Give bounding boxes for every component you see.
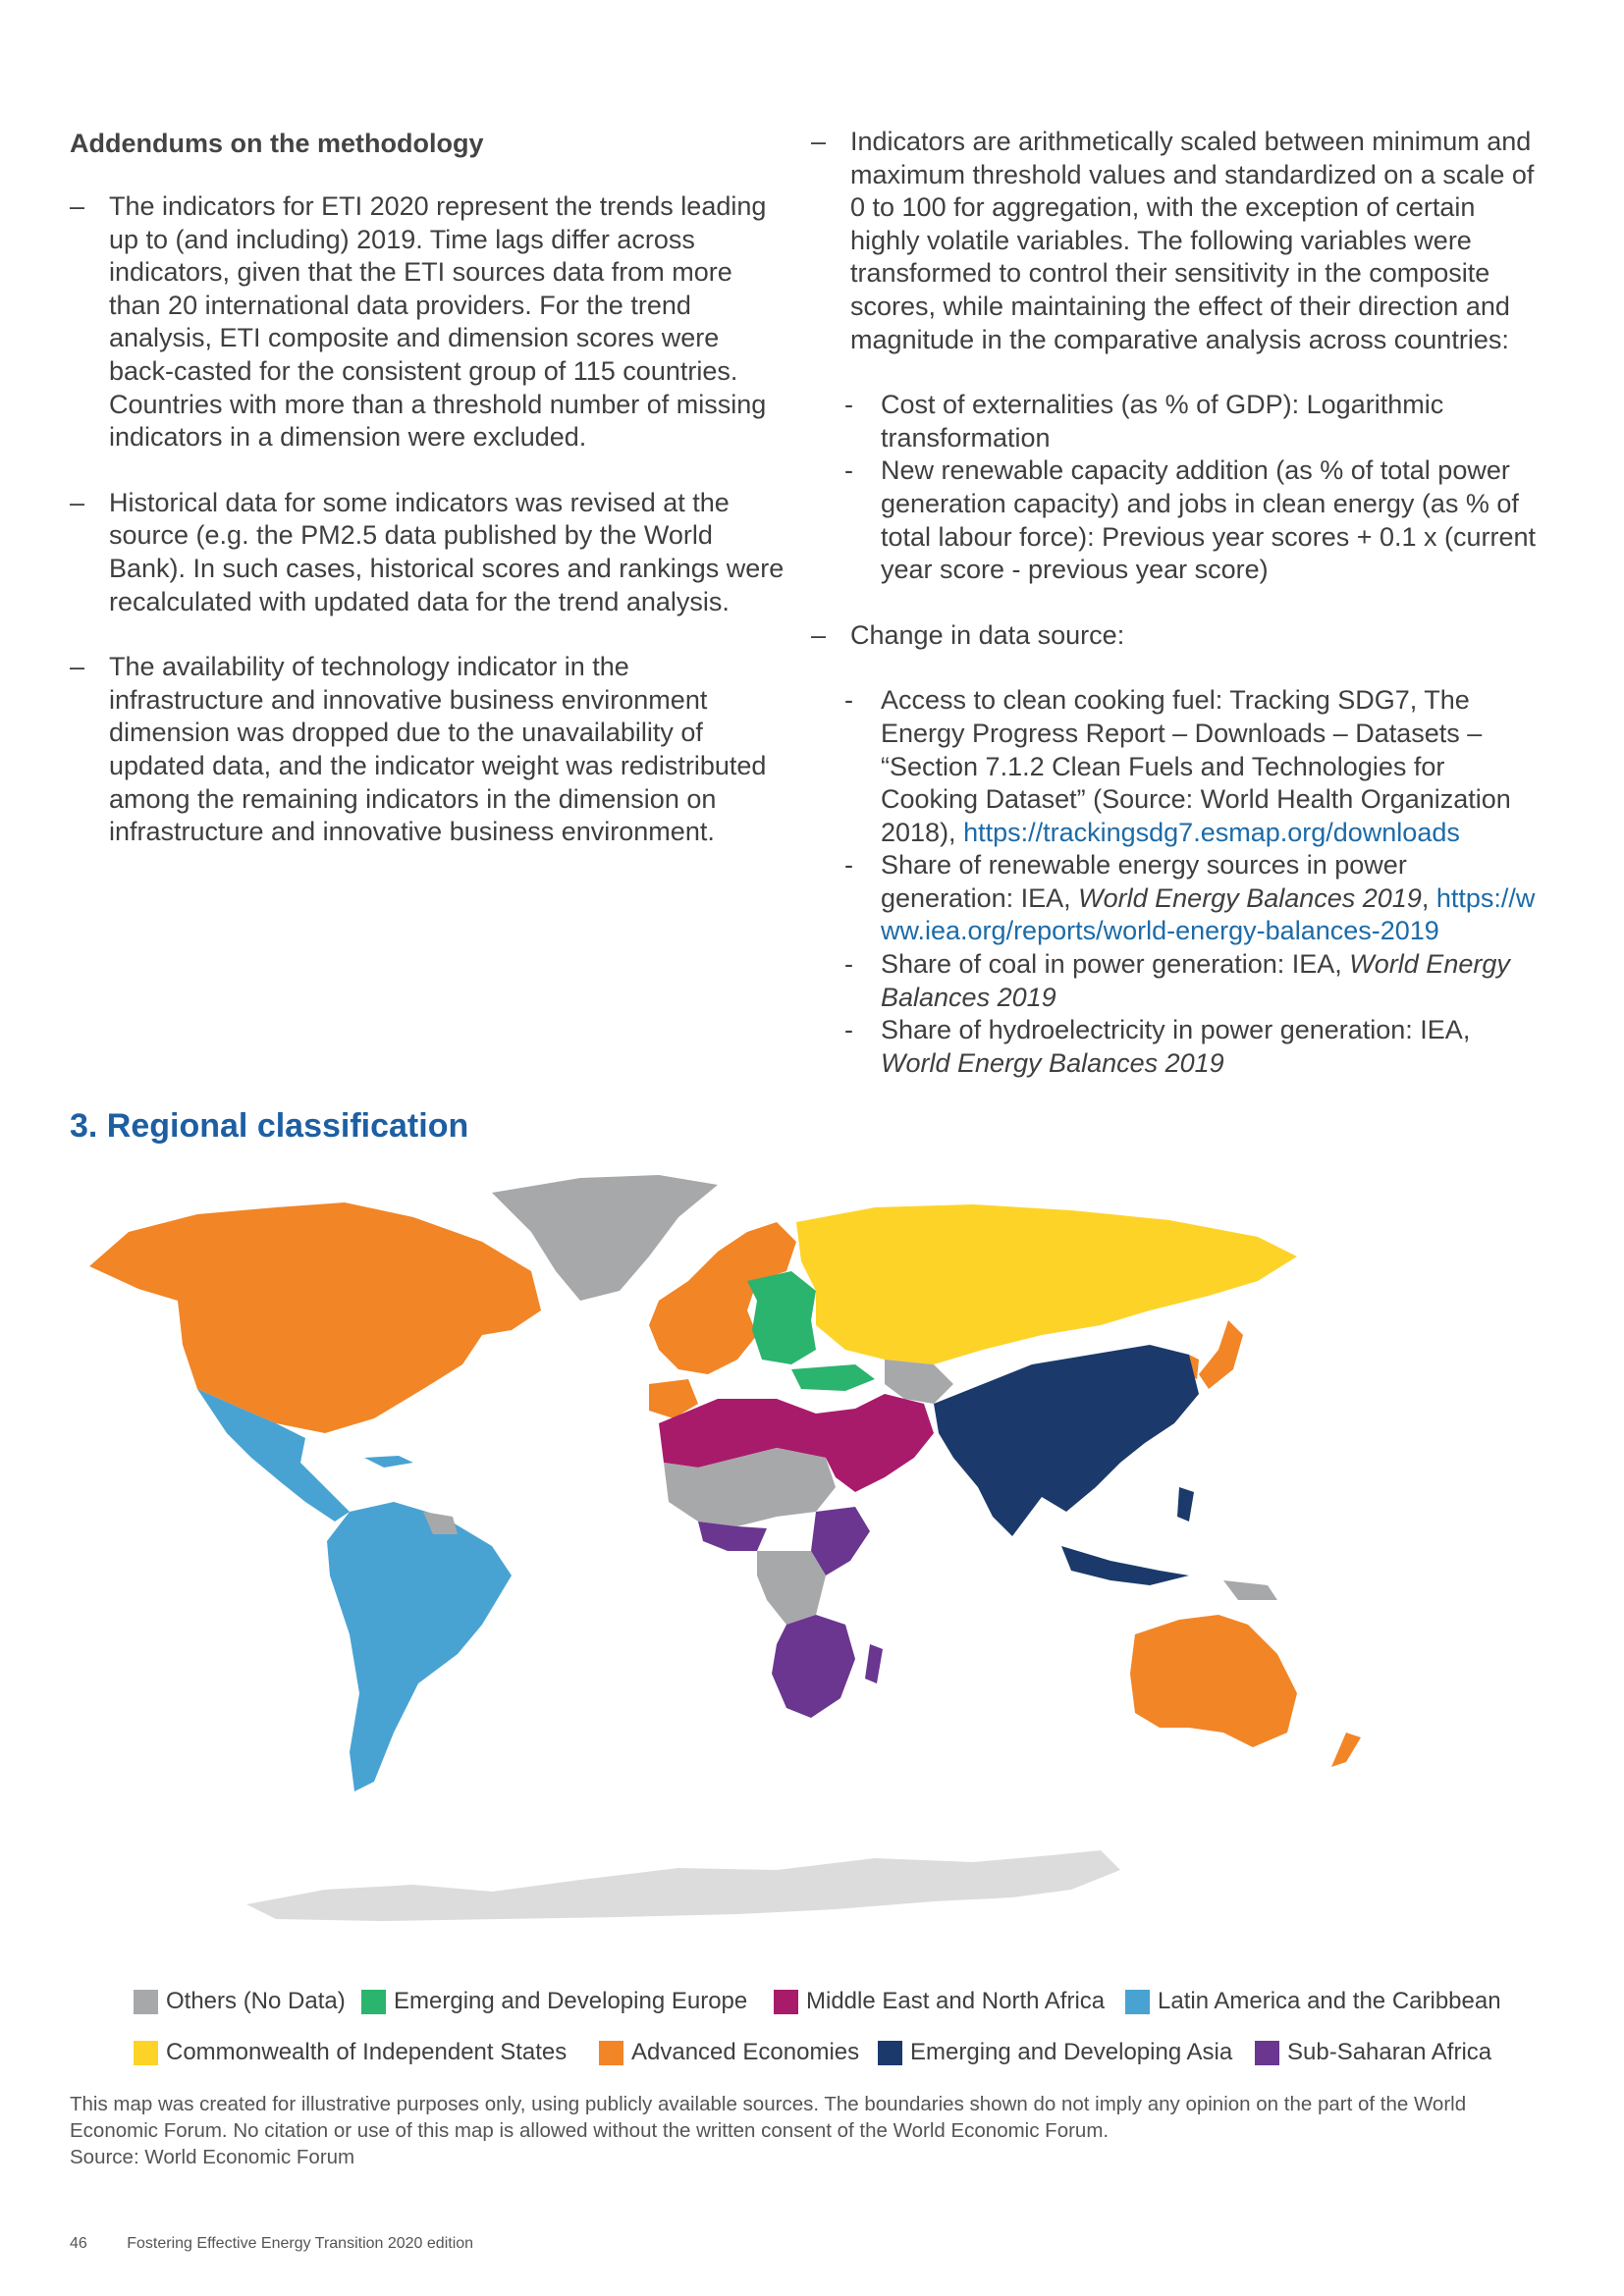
region-west-africa [698, 1522, 767, 1551]
list-item: – The availability of technology indicator in the infrastructure and innovative business environment dimension was dropped due to the unavailability of updated data, and the indicator weight was redistributed among the remaining indicators in the dimension on infrastructure and innovative business environment. [70, 652, 767, 847]
right-column [811, 126, 1538, 1112]
sub-list-item: - New renewable capacity addition (as % of total power generation capacity) and jobs in clean energy (as % of total labour force): Previous year scores + 0.1 x (current year score - previous year score) [844, 455, 1537, 585]
legend-swatch [134, 2041, 158, 2065]
region-southern-africa [772, 1615, 855, 1718]
legend-swatch [599, 2041, 623, 2065]
region-caribbean [364, 1456, 413, 1468]
iea-link[interactable]: https://www.iea.org/reports/world-energy-balances-2019 [881, 882, 1536, 946]
legend-swatch [361, 1990, 386, 2014]
legend-swatch [134, 1990, 158, 2014]
list-item-text: Historical data for some indicators was revised at the source (e.g. the PM2.5 data published by the World Bank). In such cases, historical scores and rankings were recalculated with updated data for the trend analysis. [109, 487, 785, 616]
legend-swatch [1255, 2041, 1279, 2065]
sub-list-item: - Share of renewable energy sources in power generation: IEA, World Energy Balances 2019, https://www.iea.org/reports/world-energy-balances-2019 [844, 850, 1536, 946]
list-item: – Indicators are arithmetically scaled between minimum and maximum threshold values and standardized on a scale of 0 to 100 for aggregation, with the exception of certain highly volatile variables. The following variables were transformed to control their sensitivity in the composite scores, while maintaining the effect of their direction and magnitude in the comparative analysis across countries: [811, 127, 1535, 354]
region-emerging-europe [747, 1271, 816, 1364]
publication-title: Fostering Effective Energy Transition 2020 edition [127, 2235, 474, 2252]
source-text: Source: World Economic Forum [70, 2146, 355, 2168]
left-column [70, 126, 786, 881]
legend-item: Middle East and North Africa [774, 1988, 1105, 2015]
region-madagascar [865, 1644, 883, 1683]
legend-item: Emerging and Developing Asia [878, 2039, 1232, 2066]
region-australia [1130, 1615, 1297, 1747]
map-footnote [70, 2091, 1543, 2170]
legend-item: Latin America and the Caribbean [1125, 1988, 1501, 2015]
world-map-svg [70, 1163, 1562, 1968]
list-item-text: The availability of technology indicator in the infrastructure and innovative business environment dimension was dropped due to the unavailability of updated data, and the indicator weight was redistributed among the remaining indicators in the dimension on infrastructure and innovative business environment. [109, 652, 767, 847]
list-item: – Historical data for some indicators was revised at the source (e.g. the PM2.5 data published by the World Bank). In such cases, historical scores and rankings were recalculated with updated data for the trend analysis. [70, 487, 785, 616]
region-central-africa [757, 1551, 826, 1625]
region-north-america [89, 1202, 541, 1433]
legend-item: Sub-Saharan Africa [1255, 2039, 1491, 2066]
page-number: 46 [70, 2235, 87, 2252]
list-item-text: The indicators for ETI 2020 represent the trends leading up to (and including) 2019. Time lags differ across indicators, given that the ETI sources data from more than 20 international data providers. For the trend analysis, ETI composite and dimension scores were back-casted for the consistent group of 115 countries. Countries with more than a threshold number of missing indicators in a dimension were excluded. [109, 191, 767, 453]
legend-swatch [1125, 1990, 1150, 2014]
list-item-text: Change in data source: [850, 619, 1125, 650]
region-asia-developing [934, 1345, 1199, 1536]
list-item-text: Indicators are arithmetically scaled between minimum and maximum threshold values and standardized on a scale of 0 to 100 for aggregation, with the exception of certain highly volatile variables. The following variables were transformed to control their sensitivity in the composite scores, while maintaining the effect of their direction and magnitude in the comparative analysis across countries: [850, 127, 1535, 354]
sdg7-link[interactable]: https://trackingsdg7.esmap.org/downloads [963, 817, 1460, 847]
region-south-america [327, 1502, 512, 1791]
disclaimer-text: This map was created for illustrative purposes only, using publicly available sources. The boundaries shown do not imply any opinion on the part of the World Economic Forum. No citation or use of this map is allowed without the written consent of the World Economic Forum. [70, 2093, 1467, 2142]
sub-list-item: - Cost of externalities (as % of GDP): Logarithmic transformation [844, 390, 1444, 453]
page-footer [70, 2235, 509, 2253]
region-antarctica [246, 1850, 1120, 1921]
sub-list-item: - Share of coal in power generation: IEA, World Energy Balances 2019 [844, 949, 1510, 1012]
sub-list-item: - Share of hydroelectricity in power generation: IEA, World Energy Balances 2019 [844, 1015, 1471, 1078]
section-title: 3. Regional classification [70, 1107, 469, 1145]
legend-item: Emerging and Developing Europe [361, 1988, 747, 2015]
region-japan [1199, 1320, 1243, 1389]
region-new-zealand [1331, 1733, 1361, 1767]
region-east-africa [811, 1507, 870, 1575]
region-turkey [791, 1364, 875, 1391]
region-indonesia [1061, 1546, 1189, 1585]
list-item: – Change in data source: [811, 619, 1125, 650]
legend-swatch [774, 1990, 798, 2014]
methodology-heading: Addendums on the methodology [70, 129, 484, 158]
legend-item: Commonwealth of Independent States [134, 2039, 567, 2066]
list-item: – The indicators for ETI 2020 represent the trends leading up to (and including) 2019. Time lags differ across indicators, given that the ETI sources data from more than 20 international data providers. For the trend analysis, ETI composite and dimension scores were back-casted for the consistent group of 115 countries. Countries with more than a threshold number of missing indicators in a dimension were excluded. [70, 191, 767, 453]
region-png [1223, 1580, 1277, 1600]
world-map [70, 1163, 1562, 1968]
legend-swatch [878, 2041, 902, 2065]
sub-list-item: - Access to clean cooking fuel: Tracking SDG7, The Energy Progress Report – Downloads – Datasets – “Section 7.1.2 Clean Fuels and Technologies for Cooking Dataset” (Source: World Health Organization 2018), https://trackingsdg7.esmap.org/downloads [844, 685, 1511, 847]
region-philippines [1177, 1487, 1194, 1522]
legend-item: Advanced Economies [599, 2039, 859, 2066]
legend-item: Others (No Data) [134, 1988, 346, 2015]
